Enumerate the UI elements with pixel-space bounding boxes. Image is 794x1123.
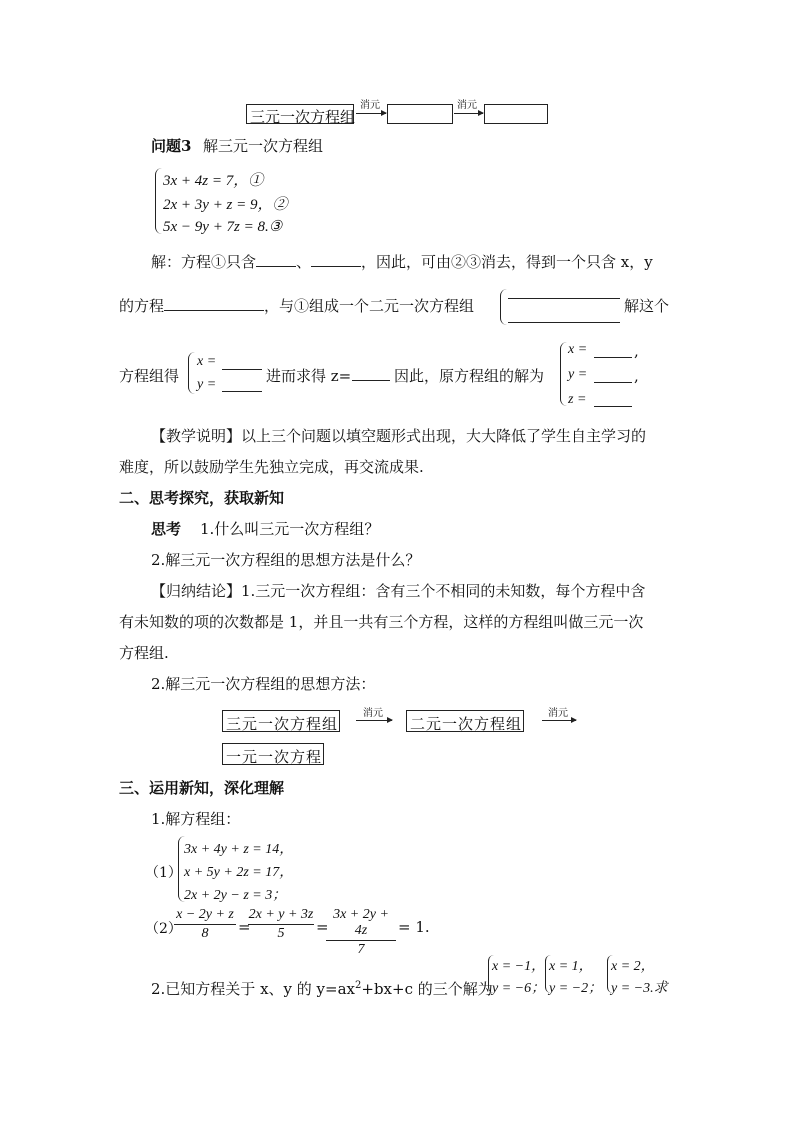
fraction-1-bar [174, 924, 236, 925]
blank-2[interactable] [311, 252, 361, 267]
exercise-2-text-b: +bx+c 的三个解为 [361, 980, 493, 998]
exercise-2-exponent: 2 [355, 980, 362, 991]
solution-line-2-text-a: 的方程 [119, 297, 165, 315]
z-blank[interactable] [352, 380, 390, 381]
solution-line-1 [151, 251, 653, 272]
teaching-note-line-1: 【教学说明】以上三个问题以填空题形式出现，大大降低了学生自主学习的 [151, 427, 647, 445]
solution-line-3-text-c: 因此，原方程组的解为 [394, 367, 545, 385]
fraction-3-denominator: 7 [357, 942, 365, 957]
solution-2-x: x = 1， [549, 959, 593, 974]
solution-2-y: y = −2； [549, 981, 603, 996]
method-box-unary [222, 743, 324, 765]
solution-line-1-text-b: 、 [296, 253, 312, 271]
binary-system-blank-1[interactable] [508, 297, 620, 299]
fraction-3-bar [326, 940, 396, 941]
method-box-ternary-label: 三元一次方程组 [226, 715, 339, 733]
fraction-3-numerator: 3x + 2y + 4z [333, 907, 389, 938]
method-box-unary-label: 一元一次方程 [226, 748, 323, 766]
xy-y-label: y = [197, 377, 217, 392]
problem-1-label: （1） [145, 865, 182, 881]
system-brace [155, 168, 162, 234]
teaching-note-line-2: 难度，所以鼓励学生先独立完成，再交流成果. [119, 458, 424, 476]
question-3-number: 问题3 [151, 137, 192, 155]
fraction-2-denominator: 5 [277, 926, 285, 941]
flow-box-ternary-label: 三元一次方程组 [250, 108, 356, 126]
xy-brace [188, 352, 195, 394]
summary-line-4: 2.解三元一次方程组的思想方法： [151, 675, 376, 693]
solution-line-3-text-b: 进而求得 z= [266, 367, 352, 385]
final-x-blank[interactable] [594, 357, 632, 358]
final-y-comma: , [634, 367, 639, 385]
problem-1-eq-2: x + 5y + 2z = 17， [184, 865, 294, 880]
flow-box-ternary [246, 104, 354, 124]
method-box-binary [406, 710, 524, 732]
summary-line-3: 方程组. [119, 644, 169, 662]
xy-x-blank[interactable] [222, 369, 262, 370]
xy-x-label: x = [197, 354, 217, 369]
think-question-1: 1.什么叫三元一次方程组？ [200, 520, 380, 538]
final-z-blank[interactable] [594, 406, 632, 407]
section-3-title: 三、运用新知，深化理解 [119, 779, 285, 797]
exercise-1-title: 1.解方程组： [151, 810, 241, 828]
method-box-ternary [222, 710, 340, 732]
exercise-2-text [151, 978, 493, 999]
problem-2-equals-2: = [316, 918, 329, 936]
think-label: 思考 [151, 520, 182, 538]
solution-line-2-text-c: 解这个 [624, 297, 670, 315]
summary-line-2: 有未知数的项的次数都是 1，并且一共有三个方程，这样的方程组叫做三元一次 [119, 613, 644, 631]
flow-arrow-1 [356, 113, 386, 114]
flow-box-blank-1 [387, 104, 453, 124]
solution-1-y: y = −6； [492, 981, 546, 996]
binary-system-brace [500, 289, 507, 325]
final-x-label: x = [568, 342, 588, 357]
flow-box-blank-2 [484, 104, 548, 124]
fraction-1-numerator: x − 2y + z [176, 907, 234, 922]
problem-2-label: （2） [145, 921, 182, 937]
method-arrow-label-1: 消元 [363, 708, 383, 719]
final-y-label: y = [568, 367, 588, 382]
think-question-2: 2.解三元一次方程组的思想方法是什么？ [151, 551, 421, 569]
problem-2-end: = 1. [398, 918, 430, 936]
fraction-1-denominator: 8 [201, 926, 209, 941]
flow-arrow-label-1: 消元 [360, 100, 380, 111]
blank-1[interactable] [256, 252, 296, 267]
problem-2-fraction-3 [326, 907, 396, 958]
final-z-label: z = [568, 392, 587, 407]
flow-arrow-label-2: 消元 [457, 100, 477, 111]
fraction-2-bar [248, 924, 314, 925]
blank-3[interactable] [164, 296, 264, 311]
exercise-2-text-a: 2.已知方程关于 x、y 的 y=ax [151, 980, 355, 998]
system-eq-3: 5x − 9y + 7z = 8.③ [163, 219, 283, 235]
solution-line-2-text-b: ，与①组成一个二元一次方程组 [264, 297, 475, 315]
method-arrow-label-2: 消元 [548, 708, 568, 719]
system-eq-1: 3x + 4z = 7，① [163, 173, 264, 189]
method-arrow-2 [542, 720, 576, 721]
solution-line-2 [119, 295, 474, 316]
method-box-binary-label: 二元一次方程组 [410, 715, 523, 733]
problem-2-fraction-1 [174, 907, 236, 942]
final-y-blank[interactable] [594, 382, 632, 383]
section-2-title: 二、思考探究，获取新知 [119, 489, 285, 507]
solution-line-3-text-a: 方程组得 [119, 367, 180, 385]
binary-system-blank-2[interactable] [508, 321, 620, 323]
xy-y-blank[interactable] [222, 391, 262, 392]
solution-3-x: x = 2， [611, 959, 655, 974]
flow-arrow-2 [454, 113, 483, 114]
final-solution-brace [560, 342, 567, 406]
problem-1-eq-3: 2x + 2y − z = 3； [184, 888, 287, 903]
solution-line-1-text-c: ，因此，可由②③消去，得到一个只含 x，y [361, 253, 653, 271]
system-eq-2: 2x + 3y + z = 9，② [163, 197, 288, 213]
problem-2-equals-1: = [238, 918, 251, 936]
problem-2-fraction-2 [248, 907, 314, 942]
solution-line-1-text-a: 解：方程①只含 [151, 253, 257, 271]
summary-line-1: 【归纳结论】1.三元一次方程组：含有三个不相同的未知数，每个方程中含 [151, 582, 646, 600]
problem-1-eq-1: 3x + 4y + z = 14， [184, 842, 294, 857]
method-arrow-1 [356, 720, 392, 721]
fraction-2-numerator: 2x + y + 3z [248, 907, 314, 922]
solution-3-y: y = −3.求 [611, 981, 668, 996]
final-x-comma: , [634, 342, 639, 360]
solution-1-x: x = −1， [492, 959, 546, 974]
question-3-title: 解三元一次方程组 [203, 137, 324, 155]
